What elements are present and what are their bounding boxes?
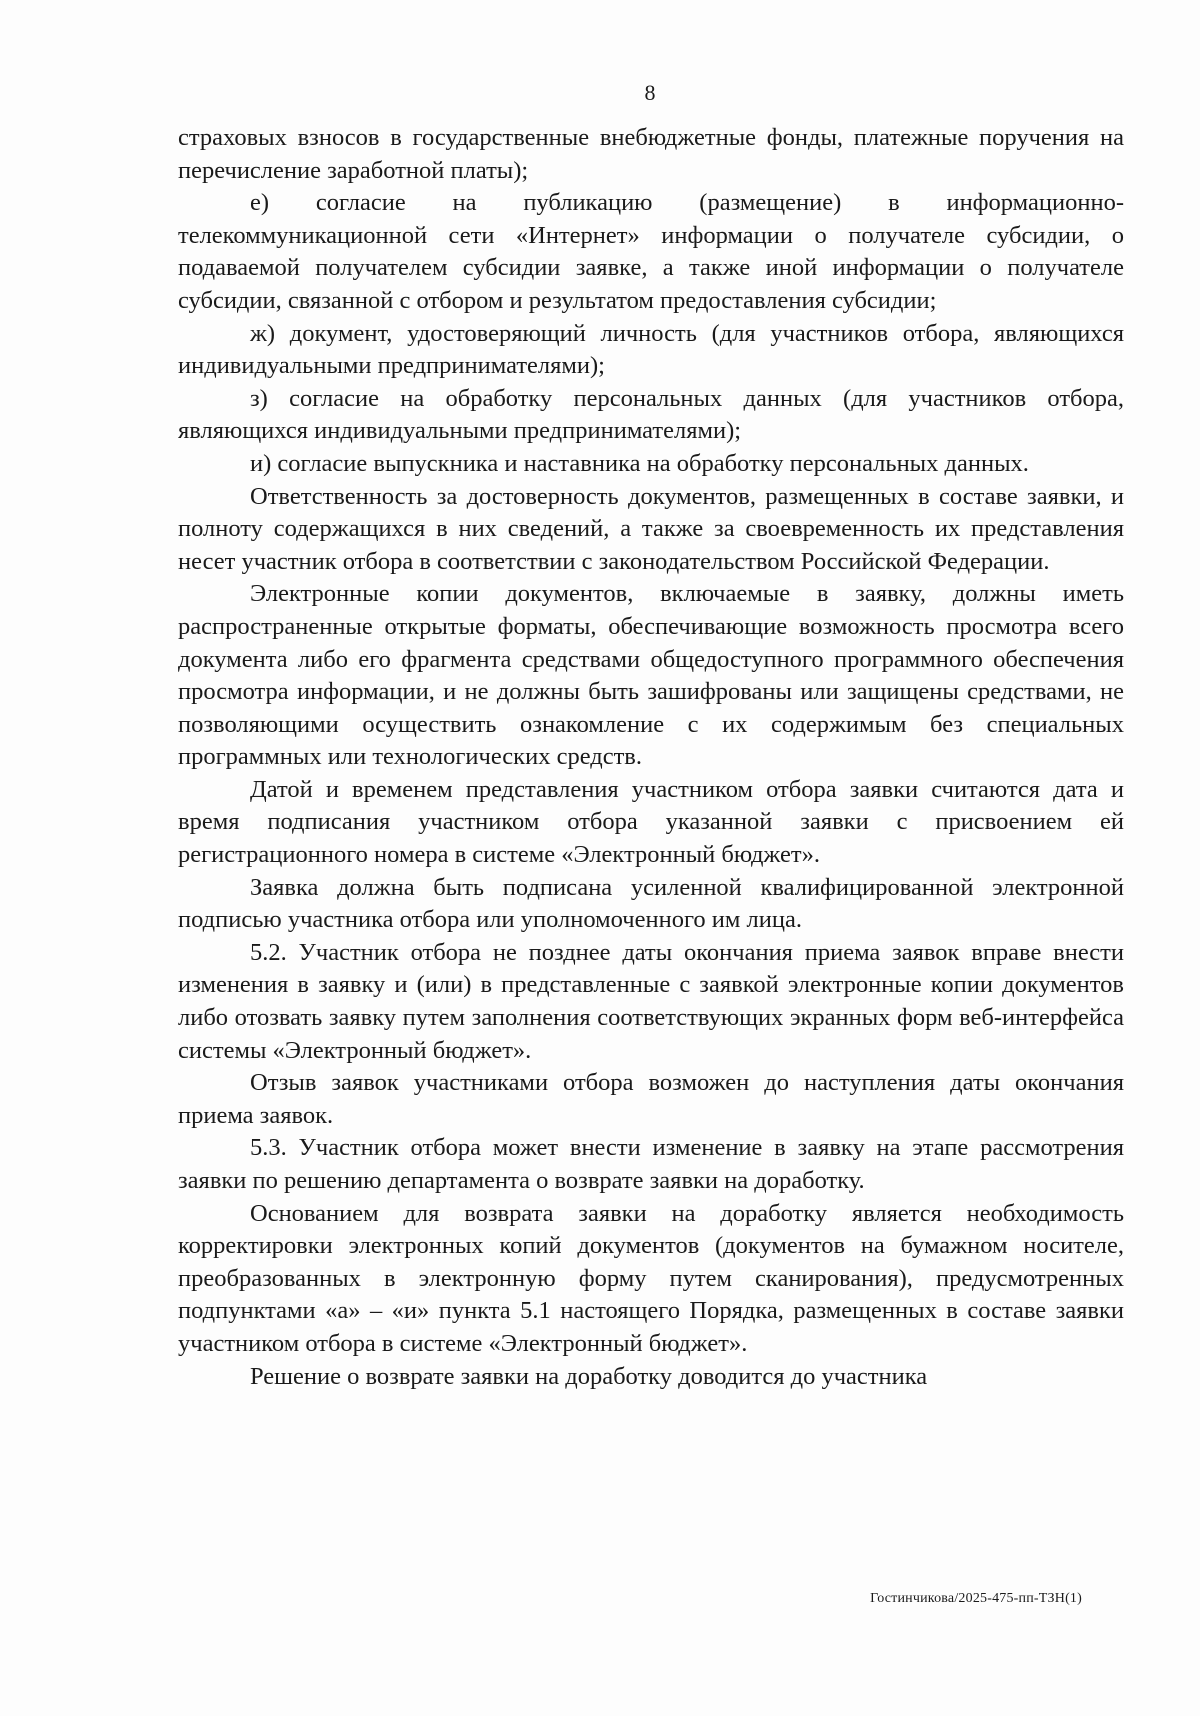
- paragraph: Ответственность за достоверность документов, размещенных в составе заявки, и полноту содержащихся в них сведений, а также за своевременность их представления несет участник отбора в соответствии с законодательством Российской Федерации.: [178, 482, 1124, 575]
- page-number: 8: [644, 80, 656, 105]
- paragraph: 5.2. Участник отбора не позднее даты окончания приема заявок вправе внести изменения в заявку и (или) в представленные с заявкой электронные копии документов либо отозвать заявку путем заполнения соответствующих экранных форм веб-интерфейса системы «Электронный бюджет».: [178, 938, 1124, 1064]
- paragraph: Решение о возврате заявки на доработку доводится до участника: [250, 1362, 928, 1390]
- paragraph: з) согласие на обработку персональных данных (для участников отбора, являющихся индивидуальными предпринимателями);: [178, 384, 1124, 445]
- paragraph: 5.3. Участник отбора может внести изменение в заявку на этапе рассмотрения заявки по решению департамента о возврате заявки на доработку.: [178, 1134, 1124, 1194]
- paragraph: Основанием для возврата заявки на доработку является необходимость корректировки электронных копий документов (документов на бумажном носителе, преобразованных в электронную форму путем сканирования), предусмотренных подпунктами «а» – «и» пункта 5.1 настоящего Порядка, размещенных в составе заявки участником отбора в системе «Электронный бюджет».: [178, 1199, 1124, 1357]
- document-code: Гостинчикова/2025-475-пп-ТЗН(1): [870, 1591, 1082, 1606]
- paragraph: страховых взносов в государственные внебюджетные фонды, платежные поручения на перечисление заработной платы);: [178, 124, 1124, 184]
- paragraph: ж) документ, удостоверяющий личность (для участников отбора, являющихся индивидуальными предпринимателями);: [178, 319, 1124, 380]
- paragraph: е) согласие на публикацию (размещение) в информационно-телекоммуникационной сети «Интернет» информации о получателе субсидии, о подаваемой получателем субсидии заявке, а также иной информации о получателе субсидии, связанной с отбором и результатом предоставления субсидии;: [178, 189, 1124, 314]
- paragraph: Датой и временем представления участником отбора заявки считаются дата и время подписания участником отбора указанной заявки с присвоением ей регистрационного номера в системе «Электронный бюджет».: [178, 775, 1124, 869]
- paragraph: Электронные копии документов, включаемые в заявку, должны иметь распространенные открытые форматы, обеспечивающие возможность просмотра всего документа либо его фрагмента средствами общедоступного программного обеспечения просмотра информации, и не должны быть зашифрованы или защищены средствами, не позволяющими осуществить ознакомление с их содержимым без специальных программных или технологических средств.: [178, 580, 1124, 771]
- document-body: [178, 122, 1124, 1393]
- paragraph: Заявка должна быть подписана усиленной квалифицированной электронной подписью участника отбора или уполномоченного им лица.: [178, 873, 1124, 934]
- paragraph: и) согласие выпускника и наставника на обработку персональных данных.: [250, 449, 1029, 477]
- paragraph: Отзыв заявок участниками отбора возможен до наступления даты окончания приема заявок.: [178, 1069, 1124, 1129]
